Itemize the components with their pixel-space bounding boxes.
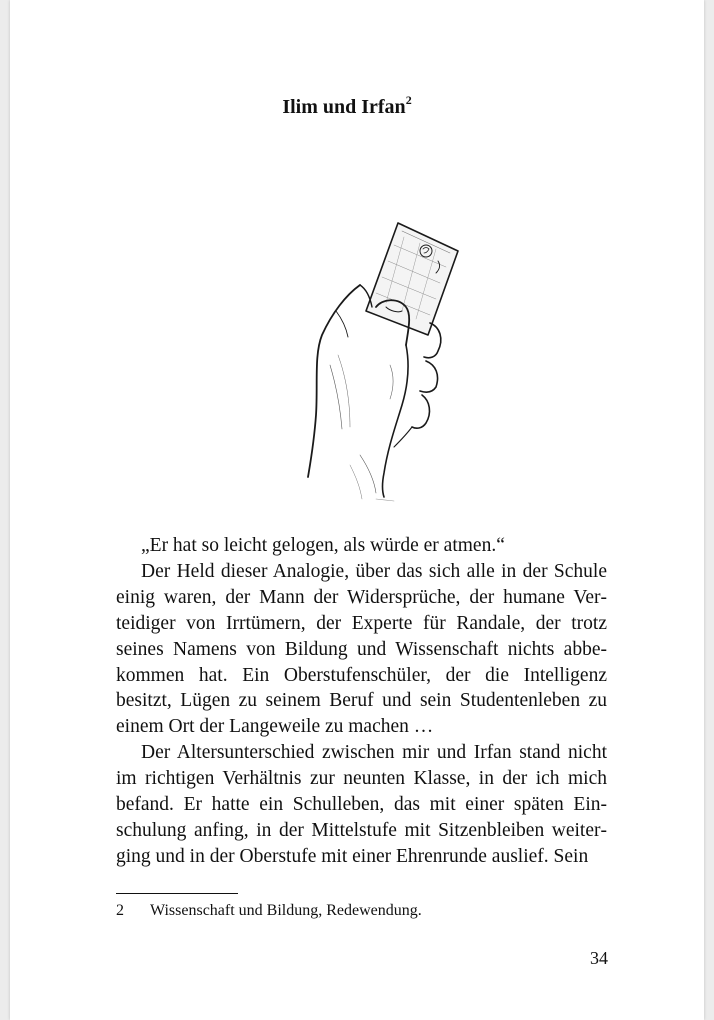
chapter-title — [0, 93, 704, 119]
page-number: 34 — [590, 948, 608, 968]
footnote-text: Wissenschaft und Bildung, Redewendung. — [150, 902, 422, 919]
footnote-reference: 2 — [405, 93, 412, 107]
footnote-number: 2 — [116, 902, 124, 919]
paragraph: Der Altersunterschied zwischen mir und Irfan stand nicht im richtigen Verhältnis zur neunten Klasse, in der ich mich befand. Er hatte ein Schulleben, das mit einer späten Einschulung anfing, in der Mittelstufe mit Sitzenbleiben weiterging und in der Oberstufe mit einer Ehrenrunde auslief. Sein — [116, 742, 607, 867]
hand-holding-card-icon — [290, 215, 480, 505]
footnote-separator — [116, 893, 238, 894]
body-text — [116, 533, 607, 870]
chapter-title-text: Ilim und Irfan — [282, 96, 406, 118]
footnote — [116, 902, 422, 920]
paragraph: „Er hat so leicht gelogen, als würde er atmen.“ — [141, 535, 505, 556]
paragraph: Der Held dieser Analogie, über das sich alle in der Schule einig waren, der Mann der Widersprüche, der humane Verteidiger von Irrtümern, der Experte für Randale, der trotz seines Namens von Bildung und Wissenschaft nichts abbekommen hat. Ein Oberstufenschüler, der die Intelligenz besitzt, Lügen zu seinem Beruf und sein Studentenleben zu einem Ort der Langeweile zu machen … — [116, 560, 607, 738]
